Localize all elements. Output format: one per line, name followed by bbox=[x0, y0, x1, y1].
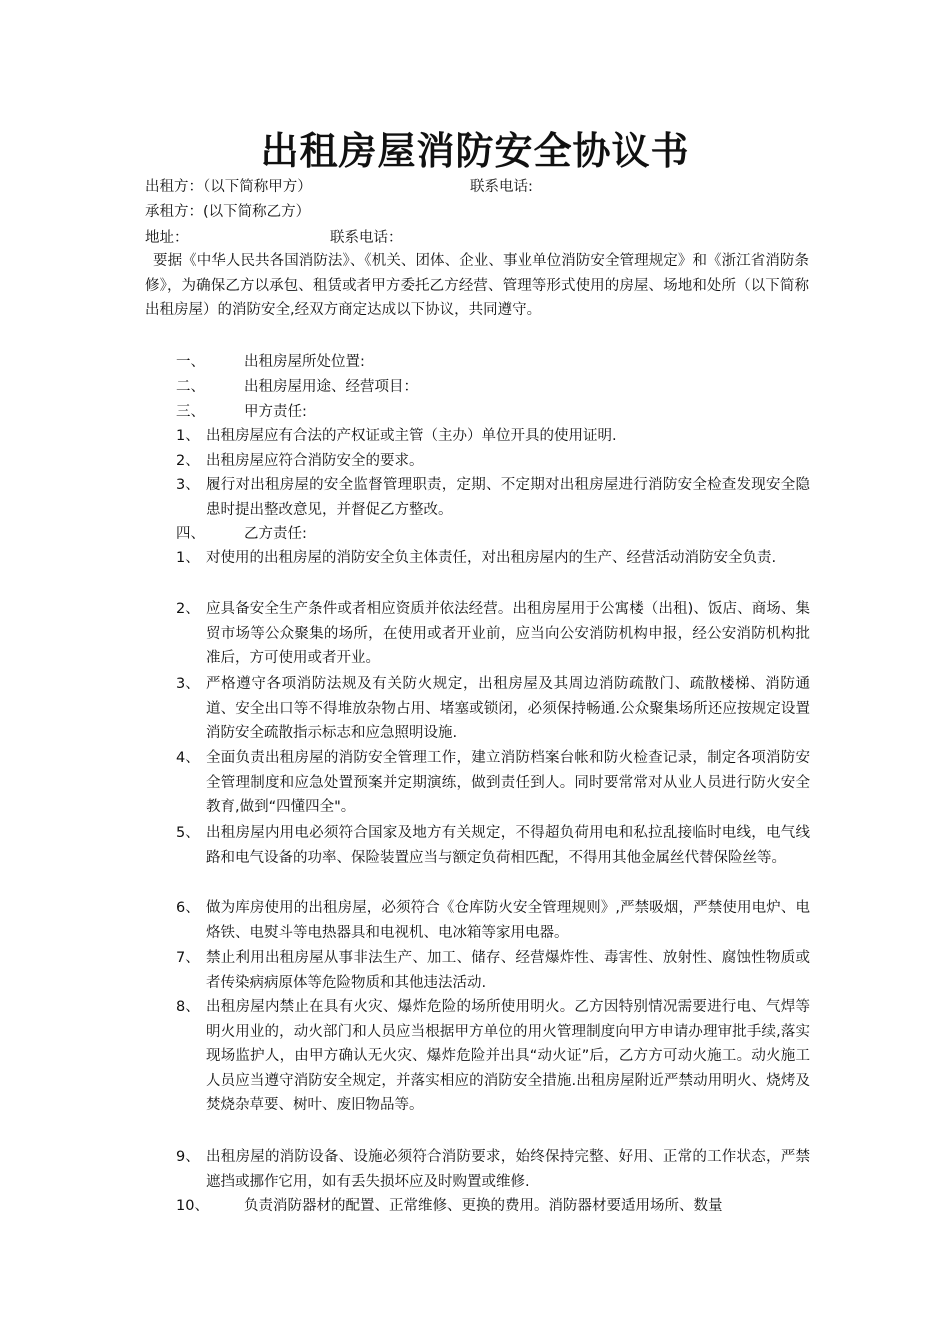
item-text: 严格遵守各项消防法规及有关防火规定，出租房屋及其周边消防疏散门、疏散楼梯、消防通道、安全出口等不得堆放杂物占用、堵塞或锁闭，必须保持畅通.公众聚集场所还应按规定设置消防安全疏散指示标志和应急照明设施. bbox=[206, 676, 810, 741]
item-number: 8、 bbox=[176, 999, 200, 1015]
party-b-item-6 bbox=[176, 896, 810, 945]
item-number: 2、 bbox=[176, 453, 200, 469]
item-text: 履行对出租房屋的安全监督管理职责，定期、不定期对出租房屋进行消防安全检查发现安全隐患时提出整改意见，并督促乙方整改。 bbox=[206, 477, 810, 518]
item-text: 禁止利用出租房屋从事非法生产、加工、储存、经营爆炸性、毒害性、放射性、腐蚀性物质或者传染病病原体等危险物质和其他违法活动. bbox=[206, 950, 810, 991]
item-text: 负责消防器材的配置、正常维修、更换的费用。消防器材要适用场所、数量 bbox=[244, 1198, 723, 1214]
section-text: 乙方责任: bbox=[244, 526, 307, 542]
item-number: 7、 bbox=[176, 950, 200, 966]
party-a-item-3 bbox=[176, 473, 810, 522]
address-phone-label: 联系电话： bbox=[330, 230, 403, 246]
section-text: 出租房屋用途、经营项目： bbox=[244, 379, 418, 395]
party-b-item-3 bbox=[176, 672, 810, 746]
item-number: 10、 bbox=[176, 1198, 209, 1214]
section-party-a bbox=[176, 400, 307, 424]
party-b-item-4 bbox=[176, 746, 810, 820]
intro-paragraph: 要据《中华人民共各国消防法》、《机关、团体、企业、事业单位消防安全管理规定》和《浙江省消防条修》，为确保乙方以承包、租赁或者甲方委托乙方经营、管理等形式使用的房屋、场地和处所（以下简称出租房屋）的消防安全,经双方商定达成以下协议，共同遵守。 bbox=[145, 253, 809, 318]
item-number: 5、 bbox=[176, 825, 200, 841]
section-number: 四、 bbox=[176, 526, 205, 542]
lessor-phone-label: 联系电话: bbox=[470, 179, 533, 195]
section-number: 二、 bbox=[176, 379, 205, 395]
document-title: 出租房屋消防安全协议书 bbox=[260, 129, 690, 173]
section-number: 三、 bbox=[176, 404, 205, 420]
section-location bbox=[176, 350, 365, 374]
party-a-item-1 bbox=[176, 424, 810, 449]
section-number: 一、 bbox=[176, 354, 205, 370]
item-text: 出租房屋应符合消防安全的要求。 bbox=[206, 453, 424, 469]
section-text: 出租房屋所处位置: bbox=[244, 354, 365, 370]
item-number: 9、 bbox=[176, 1149, 200, 1165]
item-text: 做为库房使用的出租房屋，必须符合《仓库防火安全管理规则》,严禁吸烟，严禁使用电炉、电烙铁、电熨斗等电热器具和电视机、电冰箱等家用电器。 bbox=[206, 900, 810, 941]
party-b-item-8 bbox=[176, 995, 810, 1118]
item-text: 出租房屋内用电必须符合国家及地方有关规定，不得超负荷用电和私拉乱接临时电线，电气线路和电气设备的功率、保险装置应当与额定负荷相匹配，不得用其他金属丝代替保险丝等。 bbox=[206, 825, 810, 866]
item-number: 1、 bbox=[176, 550, 200, 566]
party-b-item-5 bbox=[176, 821, 810, 870]
party-b-item-2 bbox=[176, 597, 810, 671]
party-b-item-1 bbox=[176, 546, 810, 571]
item-text: 应具备安全生产条件或者相应资质并依法经营。出租房屋用于公寓楼（出租)、饭店、商场、集贸市场等公众聚集的场所，在使用或者开业前，应当向公安消防机构申报，经公安消防机构批准后，方可使用或者开业。 bbox=[206, 601, 810, 666]
lessor-line: 出租方：（以下简称甲方） bbox=[145, 179, 312, 195]
party-a-item-2 bbox=[176, 449, 810, 474]
item-text: 对使用的出租房屋的消防安全负主体责任，对出租房屋内的生产、经营活动消防安全负责. bbox=[206, 550, 777, 566]
party-b-item-10 bbox=[176, 1194, 810, 1219]
item-text: 出租房屋应有合法的产权证或主管（主办）单位开具的使用证明. bbox=[206, 428, 617, 444]
party-b-item-9 bbox=[176, 1145, 810, 1194]
item-number: 3、 bbox=[176, 477, 200, 493]
section-usage bbox=[176, 375, 418, 399]
item-number: 3、 bbox=[176, 676, 200, 692]
item-number: 6、 bbox=[176, 900, 200, 916]
section-party-b bbox=[176, 522, 307, 546]
item-text: 全面负责出租房屋的消防安全管理工作，建立消防档案台帐和防火检查记录，制定各项消防安全管理制度和应急处置预案并定期演练，做到责任到人。同时要常常对从业人员进行防火安全教育,做到“四懂四全"。 bbox=[206, 750, 810, 815]
party-b-item-7 bbox=[176, 946, 810, 995]
item-text: 出租房屋内禁止在具有火灾、爆炸危险的场所使用明火。乙方因特别情况需要进行电、气焊等明火用业的，动火部门和人员应当根据甲方单位的用火管理制度向甲方申请办理审批手续,落实现场监护人，由甲方确认无火灾、爆炸危险并出具“动火证”后，乙方方可动火施工。动火施工人员应当遵守消防安全规定，并落实相应的消防安全措施.出租房屋附近严禁动用明火、烧烤及焚烧杂草要、树叶、废旧物品等。 bbox=[206, 999, 810, 1113]
lessee-line: 承租方：(以下简称乙方） bbox=[145, 204, 311, 220]
item-number: 4、 bbox=[176, 750, 200, 766]
item-number: 1、 bbox=[176, 428, 200, 444]
section-text: 甲方责任: bbox=[244, 404, 307, 420]
item-number: 2、 bbox=[176, 601, 200, 617]
address-label: 地址： bbox=[145, 230, 189, 246]
item-text: 出租房屋的消防设备、设施必须符合消防要求，始终保持完整、好用、正常的工作状态，严禁遮挡或挪作它用，如有丢失损坏应及时购置或维修. bbox=[206, 1149, 810, 1190]
